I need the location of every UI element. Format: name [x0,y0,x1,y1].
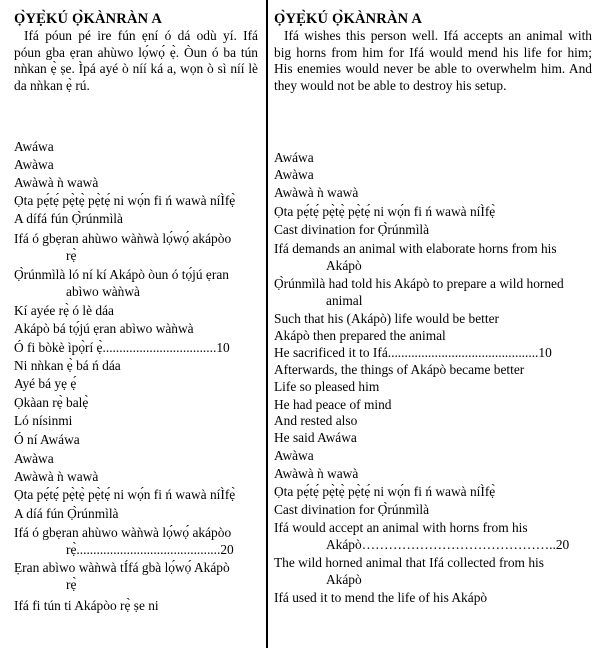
verse-line-text: Awàwa [14,157,54,172]
left-verse-line [14,560,230,593]
right-verse-line [274,276,564,309]
right-verse-line [274,397,392,414]
verse-line-text: Afterwards, the things of Akápò became better [274,362,525,377]
left-verse-line [14,358,121,375]
verse-line-text: Awàwà ǹ wawà [274,466,359,481]
verse-line-text: Ifá ó gbẹran ahùwo wàǹwà lọ́wọ́ akápòo [14,231,232,246]
verse-line-text: Ifá ó gbẹran ahùwo wàǹwà lọ́wọ́ akápòo [14,525,232,540]
verse-line-text: Awáwa [14,139,54,154]
verse-line-text: Awàwà ǹ wawà [274,185,359,200]
verse-line-continuation: Akápò……………………………………..20 [326,536,570,552]
verse-line-text: Cast divination for Ọ̀rúnmìlà [274,222,430,237]
left-verse-line [14,376,76,393]
verse-line-text: Ifá fi tún ti Akápòo rẹ̀ ṣe ni [14,598,159,613]
verse-line-text: He had peace of mind [274,397,392,412]
left-verse-line [14,321,194,338]
verse-line-text: Ó fi bòkè ìpọ̀rí ẹ̀..................................10 [14,340,230,355]
verse-line-text: Awàwa [14,451,54,466]
right-verse-line [274,430,357,447]
verse-line-text: A díá fún Ọ̀rúnmìlà [14,506,119,521]
verse-line-text: Awàwa [274,448,314,463]
verse-line-text: Ọ̀rúnmìlà ló ní kí Akápò òun ó tọ́jú ẹran [14,267,229,282]
verse-line-text: Awàwà ǹ wawà [14,175,99,190]
right-verse-line [274,150,314,167]
verse-line-text: Ọta pẹ́tẹ́ pẹ̀tẹ̀ pẹ̀tẹ́ ni wọ́n fi ń wawà níÌfẹ̀ [14,193,236,208]
verse-line-text: The wild horned animal that Ifá collected from his [274,555,544,570]
left-verse-line [14,139,54,156]
left-verse-line [14,211,123,228]
right-verse-line [274,311,499,328]
verse-line-continuation: rẹ̀ [66,576,77,592]
right-verse-line [274,204,495,221]
verse-line-text: Ọta pẹ́tẹ́ pẹ̀tẹ̀ pẹ̀tẹ́ ni wọ́n fi ń wawà níÌfẹ̀ [14,487,236,502]
verse-line-text: Ọ̀rúnmìlà had told his Akápò to prepare a wild horned [274,276,564,291]
right-verse-line [274,185,358,202]
verse-line-text: And rested also [274,413,358,428]
yoruba-intro [14,28,258,94]
right-verse-line [274,590,487,607]
left-verse-line [14,525,234,558]
verse-line-text: Akápò bá tọ́jú ẹran abìwo wàǹwà [14,321,194,336]
verse-line-text: Ọta pẹ́tẹ́ pẹ̀tẹ̀ pẹ̀tẹ́ ni wọ́n fi ń wawà níÌfẹ̀ [274,484,496,499]
right-verse-line [274,448,314,465]
left-verse-line [14,231,231,264]
left-verse-line [14,267,229,300]
column-divider [266,0,268,648]
verse-line-text: Ọkàan rẹ̀ balẹ̀ [14,395,89,410]
right-verse-line [274,241,557,274]
verse-line-text: Ayé bá yẹ ẹ́ [14,376,77,391]
left-verse-line [14,451,54,468]
left-verse-line [14,598,159,615]
verse-line-text: He said Awáwa [274,430,357,445]
verse-line-text: Ló nísinmi [14,413,73,428]
verse-line-text: Ọta pẹ́tẹ́ pẹ̀tẹ̀ pẹ̀tẹ́ ni wọ́n fi ń wawà níÌfẹ̀ [274,204,496,219]
right-verse-line [274,520,569,553]
verse-line-text: A dífá fún Ọ̀rúnmìlà [14,211,123,226]
right-verse-line [274,222,429,239]
right-verse-line [274,484,495,501]
verse-line-text: Akápò then prepared the animal [274,328,446,343]
left-verse-line [14,395,88,412]
verse-line-text: Such that his (Akápò) life would be better [274,311,499,326]
yoruba-intro-text: Ifá póun pé ire fún ẹní ó dá odù yí. Ifá póun gba ẹran ahùwo lọ́wọ́ ẹ̀. Òun ó ba tún nǹkan ẹ̀ ṣe. Ìpá ayé ò níí ká a, wọn ò sì níí lè da nǹkan ẹ̀ rú. [14,28,258,93]
english-intro [274,28,592,94]
english-title: Ọ̀YẸ̀KÚ Ọ̀KÀNRÀN A [274,11,423,27]
verse-line-text: Awàwa [274,167,314,182]
right-verse-line [274,555,544,588]
verse-line-text: Cast divination for Ọ̀rúnmìlà [274,502,430,517]
verse-line-continuation: Akápò [326,257,362,273]
left-verse-line [14,303,114,320]
left-verse-line [14,340,230,357]
left-verse-line [14,506,119,523]
yoruba-title: Ọ̀YẸ̀KÚ Ọ̀KÀNRÀN A [14,11,163,27]
verse-line-text: He sacrificed it to Ifá.............................................10 [274,345,552,360]
verse-line-continuation: rẹ̀...........................................20 [66,541,234,557]
english-intro-text: Ifá wishes this person well. Ifá accepts an animal with big horns from him for Ifá would mend his life for him; His enemies would never be able to overwhelm him. And they would not be able to destroy his setup. [274,28,592,93]
left-verse-line [14,432,80,449]
left-verse-line [14,487,235,504]
right-verse-line [274,502,429,519]
verse-line-text: Life so pleased him [274,379,380,394]
right-verse-line [274,413,357,430]
left-verse-line [14,175,98,192]
right-verse-line [274,379,379,396]
verse-line-text: Kí ayée rẹ̀ ó lè dáa [14,303,114,318]
left-verse-line [14,193,235,210]
left-verse-line [14,469,98,486]
verse-line-text: Ifá used it to mend the life of his Akápò [274,590,488,605]
verse-line-text: Ẹran abìwo wàǹwà tÍfá gbà lọ́wọ́ Akápò [14,560,230,575]
right-verse-line [274,466,358,483]
verse-line-continuation: rẹ̀ [66,247,77,263]
verse-line-text: Awáwa [274,150,314,165]
right-verse-line [274,167,314,184]
verse-line-continuation: Akápò [326,571,362,587]
right-verse-line [274,345,552,362]
left-verse-line [14,157,54,174]
verse-line-text: Ni nǹkan ẹ̀ bá ń dáa [14,358,121,373]
verse-line-continuation: animal [326,292,363,308]
verse-line-text: Ifá would accept an animal with horns from his [274,520,528,535]
verse-line-text: Ifá demands an animal with elaborate horns from his [274,241,557,256]
left-verse-line [14,413,72,430]
right-verse-line [274,328,446,345]
verse-line-continuation: abìwo wàǹwà [66,283,140,299]
verse-line-text: Awàwà ǹ wawà [14,469,99,484]
right-verse-line [274,362,524,379]
verse-line-text: Ó ní Awáwa [14,432,80,447]
